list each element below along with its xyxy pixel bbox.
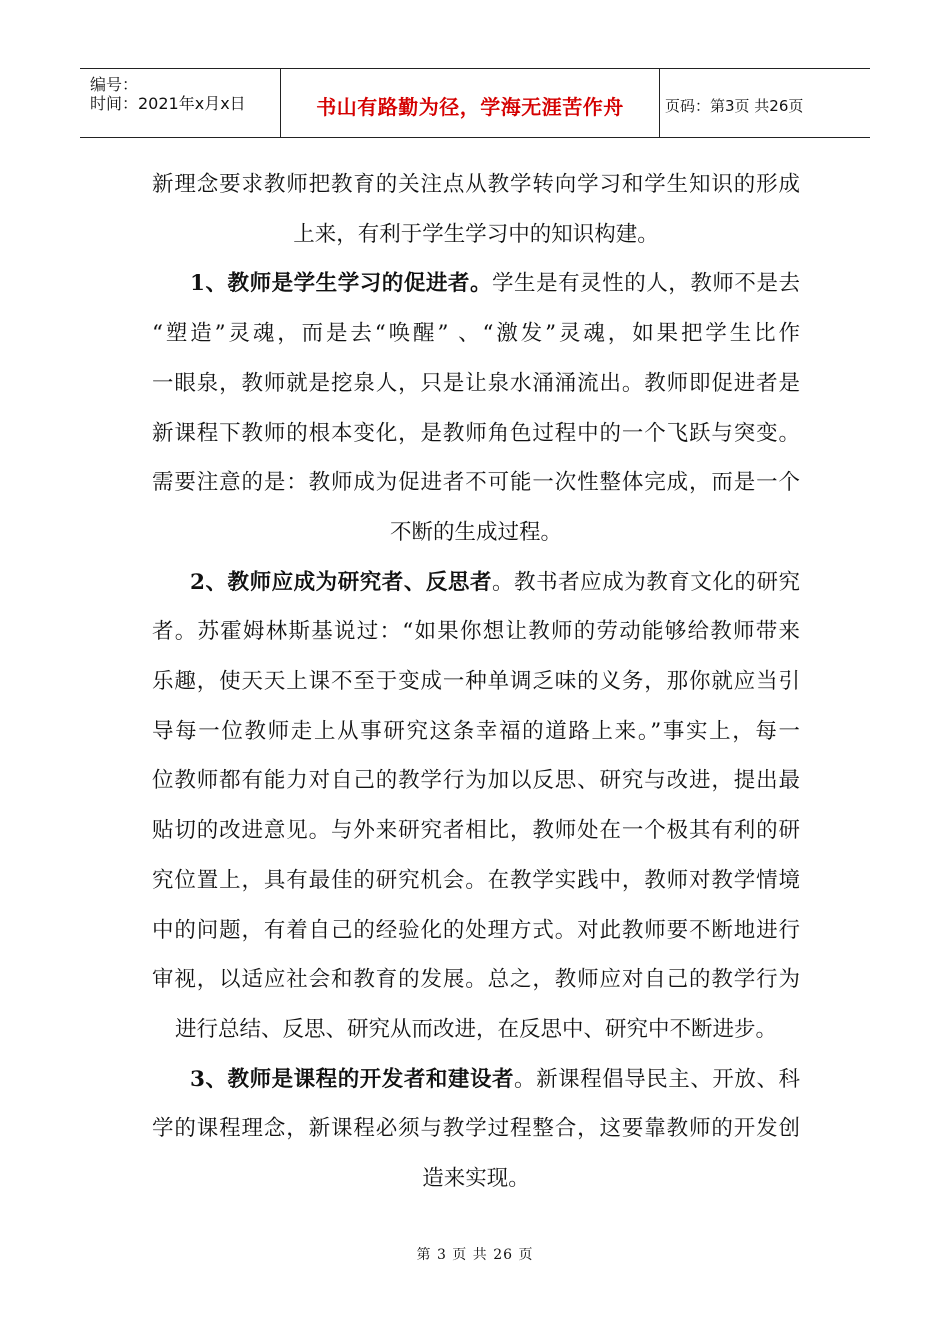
line-text: 者。苏霍姆林斯基说过：“如果你想让教师的劳动能够给教师带来 <box>152 619 800 645</box>
header-center-cell <box>280 69 660 137</box>
text-line <box>152 1104 800 1154</box>
line-text: 进行总结、反思、研究从而改进，在反思中、研究中不断进步。 <box>174 1016 777 1042</box>
text-line <box>152 359 800 409</box>
line-text: 新课程下教师的根本变化，是教师角色过程中的一个飞跃与突变。 <box>152 420 800 446</box>
text-line <box>152 458 800 508</box>
bold-heading: 2、教师应成为研究者、反思者 <box>190 569 492 595</box>
line-text: 上来，有利于学生学习中的知识构建。 <box>293 221 659 247</box>
text-line <box>152 657 800 707</box>
text-line <box>152 856 800 906</box>
text-line <box>152 259 800 309</box>
line-text: 乐趣，使天天上课不至于变成一种单调乏味的义务，那你就应当引 <box>152 669 800 694</box>
text-line <box>152 558 800 608</box>
line-text: “塑造”灵魂，而是去“唤醒” 、“激发”灵魂，如果把学生比作 <box>152 321 800 347</box>
text-line <box>152 756 800 806</box>
text-line <box>152 955 800 1005</box>
page-info: 页码：第3页 共26页 <box>665 97 804 115</box>
line-text: 究位置上，具有最佳的研究机会。在教学实践中，教师对教学情境 <box>152 867 800 893</box>
line-text: 学的课程理念，新课程必须与教学过程整合，这要靠教师的开发创 <box>152 1116 800 1142</box>
line-text: 位教师都有能力对自己的教学行为加以反思、研究与改进，提出最 <box>152 768 800 794</box>
time-label: 时间：2021年x月x日 <box>90 94 246 113</box>
line-text: 造来实现。 <box>422 1166 530 1191</box>
text-line <box>152 806 800 856</box>
line-text: 需要注意的是：教师成为促进者不可能一次性整体完成，而是一个 <box>152 470 800 496</box>
text-line <box>152 160 800 210</box>
line-text: 贴切的改进意见。与外来研究者相比，教师处在一个极其有利的研 <box>152 818 800 844</box>
line-text: 导每一位教师走上从事研究这条幸福的道路上来。”事实上，每一 <box>152 718 800 744</box>
line-text: 不断的生成过程。 <box>389 519 562 545</box>
page-footer: 第 3 页 共 26 页 <box>416 1247 534 1263</box>
text-line <box>152 607 800 657</box>
header-right-cell <box>659 69 870 137</box>
line-text: 中的问题，有着自己的经验化的处理方式。对此教师要不断地进行 <box>152 917 800 943</box>
text-line <box>152 1154 800 1204</box>
bold-heading: 1、教师是学生学习的促进者。 <box>190 271 492 297</box>
line-text: 审视，以适应社会和教育的发展。总之，教师应对自己的教学行为 <box>152 967 800 993</box>
line-text: 新理念要求教师把教育的关注点从教学转向学习和学生知识的形成 <box>152 172 800 197</box>
text-line <box>152 1055 800 1105</box>
line-text: 一眼泉，教师就是挖泉人，只是让泉水涌涌流出。教师即促进者是 <box>152 370 800 396</box>
text-line <box>152 508 800 558</box>
header-table <box>80 68 870 138</box>
text-line <box>152 409 800 459</box>
text-line <box>152 1005 800 1055</box>
text-line <box>152 210 800 260</box>
text-line <box>152 309 800 359</box>
text-line <box>152 707 800 757</box>
line-text: 。新课程倡导民主、开放、科 <box>514 1066 800 1092</box>
line-text: 。教书者应成为教育文化的研究 <box>492 569 800 595</box>
motto: 书山有路勤为径，学海无涯苦作舟 <box>316 95 624 119</box>
text-line <box>152 906 800 956</box>
line-text: 学生是有灵性的人，教师不是去 <box>492 271 800 297</box>
serial-label: 编号： <box>90 75 139 94</box>
bold-heading: 3、教师是课程的开发者和建设者 <box>190 1066 515 1092</box>
header-left-cell <box>80 69 280 137</box>
